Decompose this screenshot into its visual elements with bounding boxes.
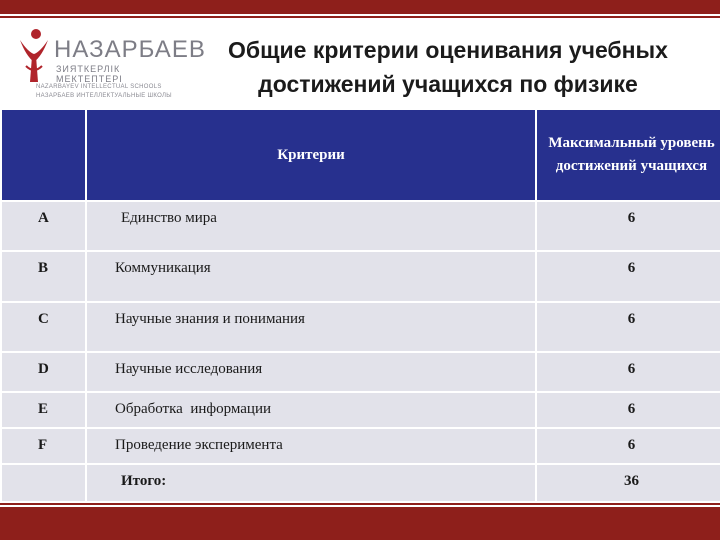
- table-row: [1, 352, 720, 392]
- criteria-table: [0, 108, 720, 503]
- row-letter: E: [1, 392, 86, 428]
- row-max: 6: [536, 251, 720, 302]
- table-row: [1, 251, 720, 302]
- row-max: 6: [536, 302, 720, 352]
- header-criteria: Критерии: [86, 109, 536, 201]
- row-letter: D: [1, 352, 86, 392]
- table-row: [1, 201, 720, 251]
- row-letter: C: [1, 302, 86, 352]
- table-row: [1, 302, 720, 352]
- header-letter: [1, 109, 86, 201]
- logo: [16, 26, 206, 104]
- row-criterion: Научные исследования: [86, 352, 536, 392]
- table-header-row: [1, 109, 720, 201]
- row-max: 6: [536, 352, 720, 392]
- row-letter: F: [1, 428, 86, 464]
- row-criterion: Проведение эксперимента: [86, 428, 536, 464]
- row-criterion: Единство мира: [86, 201, 536, 251]
- bottom-divider: [0, 503, 720, 505]
- logo-line-english: NAZARBAYEV INTELLECTUAL SCHOOLS: [36, 84, 162, 90]
- school-emblem-icon: [16, 26, 52, 86]
- row-letter: B: [1, 251, 86, 302]
- total-label: Итого:: [86, 464, 536, 502]
- table-row: [1, 392, 720, 428]
- row-max: 6: [536, 201, 720, 251]
- row-criterion: Научные знания и понимания: [86, 302, 536, 352]
- logo-name: НАЗАРБАЕВ: [54, 36, 206, 63]
- page-title: [188, 33, 708, 101]
- table-row: [1, 428, 720, 464]
- row-criterion: Обработка информации: [86, 392, 536, 428]
- row-max: 6: [536, 428, 720, 464]
- title-line-2: достижений учащихся по физике: [258, 71, 638, 97]
- top-divider: [0, 16, 720, 18]
- logo-line-russian: НАЗАРБАЕВ ИНТЕЛЛЕКТУАЛЬНЫЕ ШКОЛЫ: [36, 93, 172, 99]
- table-total-row: [1, 464, 720, 502]
- title-line-1: Общие критерии оценивания учебных: [228, 37, 668, 63]
- row-letter: A: [1, 201, 86, 251]
- total-spacer: [1, 464, 86, 502]
- top-bar: [0, 0, 720, 14]
- logo-subtitle: ЗИЯТКЕРЛІК МЕКТЕПТЕРІ: [56, 64, 123, 84]
- bottom-bar: [0, 507, 720, 540]
- row-max: 6: [536, 392, 720, 428]
- header-max-level: Максимальный уровень достижений учащихся: [536, 109, 720, 201]
- total-value: 36: [536, 464, 720, 502]
- row-criterion: Коммуникация: [86, 251, 536, 302]
